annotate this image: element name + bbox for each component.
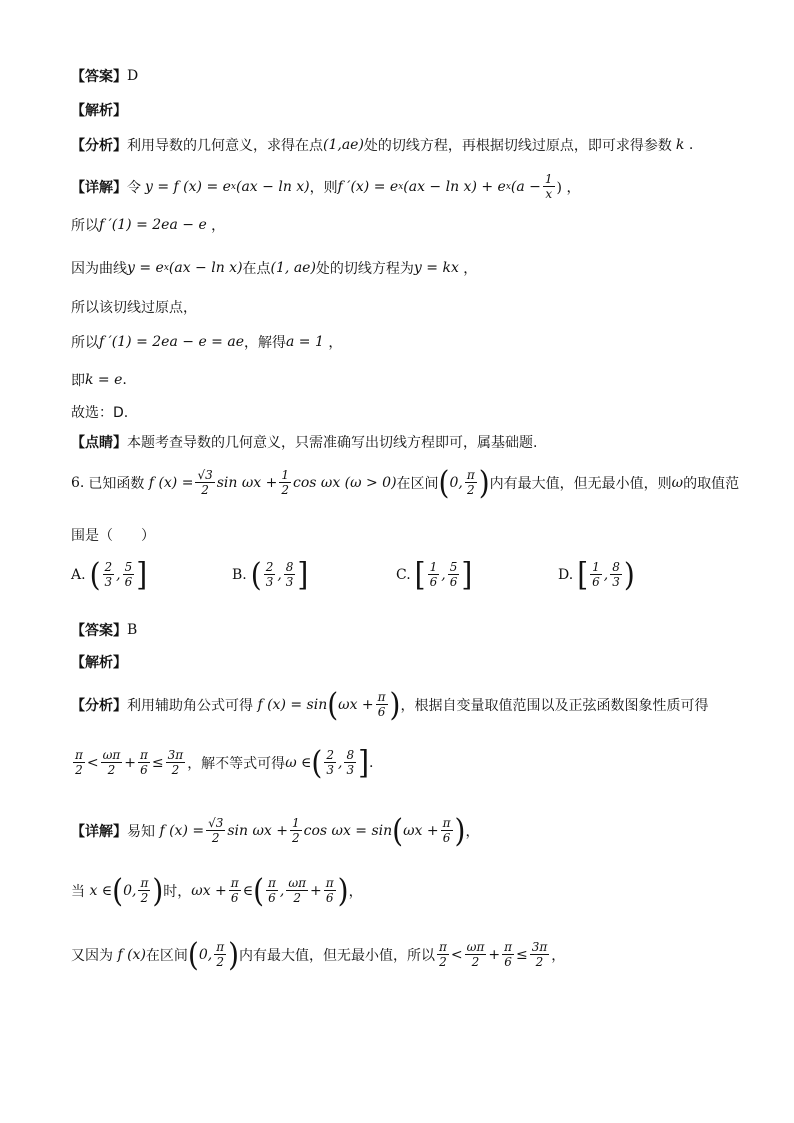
answer-line-1 (71, 66, 138, 86)
inequality-line: $\frac{\pi}{2}$ < $\frac{\omega\pi}{2}$ + $\frac{\pi}{6}$ ≤ $\frac{3\pi}{2}$ ，解不等式可得 ω ∈ ( $\frac{2}{3}$ , $\frac{8}{3}$ ] . (75, 742, 374, 781)
curve-eq: y = e (127, 260, 164, 276)
xiangjie-text-a: 令 (127, 179, 141, 196)
fenxi-label-2: 【分析】 (71, 697, 127, 714)
fenxi2-text-c: ，解不等式可得 (187, 755, 286, 772)
xiangjie-label: 【详解】 (71, 179, 127, 196)
analysis-heading-1 (71, 100, 127, 120)
option-b-label: B. (232, 566, 247, 583)
text-youyinwei: 又因为 (71, 947, 113, 964)
text-solve: ，解得 (244, 335, 286, 351)
text-suoyi-2: 所以 (71, 335, 99, 351)
func-def-tail: (ax − ln x) (236, 178, 310, 195)
question-6-line-2 (71, 525, 155, 545)
eq-f1-ae: f ′(1) = 2ea − e = ae (99, 334, 244, 350)
analysis-label-2: 【解析】 (71, 655, 127, 671)
text-through-origin: 所以该切线过原点， (71, 300, 197, 316)
option-c[interactable]: C. [ $\frac{1}{6}$ , $\frac{5}{6}$ ] (396, 554, 473, 593)
q6-text-b: 在区间 (396, 475, 439, 492)
func-def: y = f (x) = e (145, 178, 231, 195)
text-suoyi: 所以 (71, 218, 99, 234)
derivative: f ′(x) = e (337, 178, 399, 195)
line-10 (71, 402, 128, 422)
dianjing-line (71, 432, 537, 452)
eq-a1: a = 1 (286, 334, 324, 350)
xiangjie-text-b: ，则 (309, 179, 338, 196)
text-tangent: 处的切线方程为 (315, 261, 414, 277)
text-shi: 时， (163, 883, 192, 900)
derivative-tail: (a − (510, 178, 541, 195)
option-d-label: D. (558, 566, 574, 583)
answer-value: D (127, 68, 139, 84)
fenxi-line-1: 【分析】 利用导数的几何意义，求得在点 (1,ae) 处的切线方程，再根据切线过原点，即可求得参数 k . (71, 137, 694, 154)
fenxi-label: 【分析】 (71, 138, 127, 154)
option-d[interactable]: D. [ $\frac{1}{6}$ , $\frac{8}{3}$ ) (558, 554, 635, 593)
analysis-label: 【解析】 (71, 103, 127, 119)
fenxi-point: (1,ae) (323, 137, 364, 153)
tangent-eq: y = kx (413, 260, 459, 276)
eq-f1: f ′(1) = 2ea − e (99, 217, 207, 233)
answer-label: 【答案】 (71, 69, 127, 85)
text-ji: 即 (71, 373, 85, 389)
answer-label-2: 【答案】 (71, 623, 127, 639)
option-c-label: C. (396, 566, 411, 583)
q6-text-d: 的取值范 (683, 475, 740, 492)
final-line: 又因为 f (x) 在区间 ( 0, $\frac{\pi}{2}$ ) 内有最大值，但无最小值，所以 $\frac{\pi}{2}$ < $\frac{\omega\pi}{2}$ + $\frac{\pi}{6}$ ≤ $\frac{3\pi}{2}$ ， (71, 934, 566, 973)
fenxi2-text-a: 利用辅助角公式可得 (127, 697, 253, 714)
text-choice-d: 故选：D. (71, 405, 129, 421)
option-a-label: A. (71, 566, 86, 583)
dianjing-text: 本题考查导数的几何意义，只需准确写出切线方程即可，属基础题. (127, 435, 538, 451)
option-a[interactable]: A. ( $\frac{2}{3}$ , $\frac{5}{6}$ ] (71, 554, 148, 593)
text-final: 内有最大值，但无最小值，所以 (239, 947, 436, 964)
option-b[interactable]: B. ( $\frac{2}{3}$ , $\frac{8}{3}$ ] (232, 554, 309, 593)
point-1-ae: (1, ae) (270, 260, 316, 276)
dianjing-label: 【点睛】 (71, 435, 127, 451)
func-def-sup: x (230, 181, 236, 192)
answer-value-2: B (127, 622, 138, 638)
curve-eq-tail: (ax − ln x) (168, 260, 243, 276)
curve-eq-sup: x (163, 263, 169, 273)
fraction-1-over-x: $\frac{1}{x}$ (544, 172, 553, 201)
q6-omega: ω (671, 474, 684, 491)
question-number: 6. (71, 474, 85, 491)
text-at-point: 在点 (242, 261, 271, 277)
derivative-mid: (ax − ln x) + e (403, 178, 506, 195)
derivative-sup2: x (505, 181, 511, 192)
xiangjie2-text-a: 易知 (127, 823, 155, 840)
fenxi-text-a: 利用导数的几何意义，求得在点 (127, 138, 323, 154)
answer-line-2 (71, 620, 137, 640)
xiangjie-line-1: 【详解】 令 y = f (x) = e x (ax − ln x) ，则 f ′(x) = e x (ax − ln x) + e x (a − $\frac{1}{x}$ ) ， (71, 172, 581, 201)
analysis-heading-2 (71, 652, 127, 672)
q6-text-a: 已知函数 (88, 475, 145, 492)
line-8: 所以 f ′(1) = 2ea − e = ae ，解得 a = 1 ， (71, 334, 343, 351)
when-x-line: 当 x ∈ ( 0, $\frac{\pi}{2}$ ) 时， ωx + $\frac{\pi}{6}$ ∈ ( $\frac{\pi}{6}$ , $\frac{\omega\pi}{2}$ + $\frac{\pi}{6}$ ) ， (71, 870, 363, 909)
line-5: 所以 f ′(1) = 2ea − e ， (71, 217, 226, 234)
line-6: 因为曲线 y = e x (ax − ln x) 在点 (1, ae) 处的切线方程为 y = kx ， (71, 260, 478, 277)
eq-k-e: k = e (85, 372, 123, 388)
fenxi2-text-b: ，根据自变量取值范围以及正弦函数图象性质可得 (400, 697, 709, 714)
derivative-sup: x (398, 181, 404, 192)
line-9: 即 k = e . (71, 372, 127, 389)
line-7 (71, 297, 197, 317)
q6-text-e: 围是（ ） (71, 528, 155, 544)
text-zaiqujian: 在区间 (145, 947, 188, 964)
fenxi-text-b: 处的切线方程，再根据切线过原点，即可求得参数 (363, 138, 672, 154)
text-dang: 当 (71, 883, 85, 900)
xiangjie-label-2: 【详解】 (71, 823, 127, 840)
fenxi-param-k: k (675, 137, 685, 153)
q6-text-c: 内有最大值，但无最小值，则 (489, 475, 672, 492)
text-curve: 因为曲线 (71, 261, 127, 277)
fenxi-line-2: 【分析】 利用辅助角公式可得 f (x) = sin ( ωx + $\frac{\pi}{6}$ ) ，根据自变量取值范围以及正弦函数图象性质可得 (71, 684, 709, 723)
xiangjie-line-2: 【详解】 易知 f (x) = $\frac{√3}{2}$ sin ωx + $\frac{1}{2}$ cos ωx = sin ( ωx + $\frac{\pi}{6}$ ) ， (71, 810, 480, 849)
question-6-line-1: 6. 已知函数 f (x) = $\frac{√3}{2}$ sin ωx + $\frac{1}{2}$ cos ωx (ω > 0) 在区间 ( 0, $\frac{\pi}{2}$ ) 内有最大值，但无最小值，则 ω 的取值范 (71, 462, 740, 501)
